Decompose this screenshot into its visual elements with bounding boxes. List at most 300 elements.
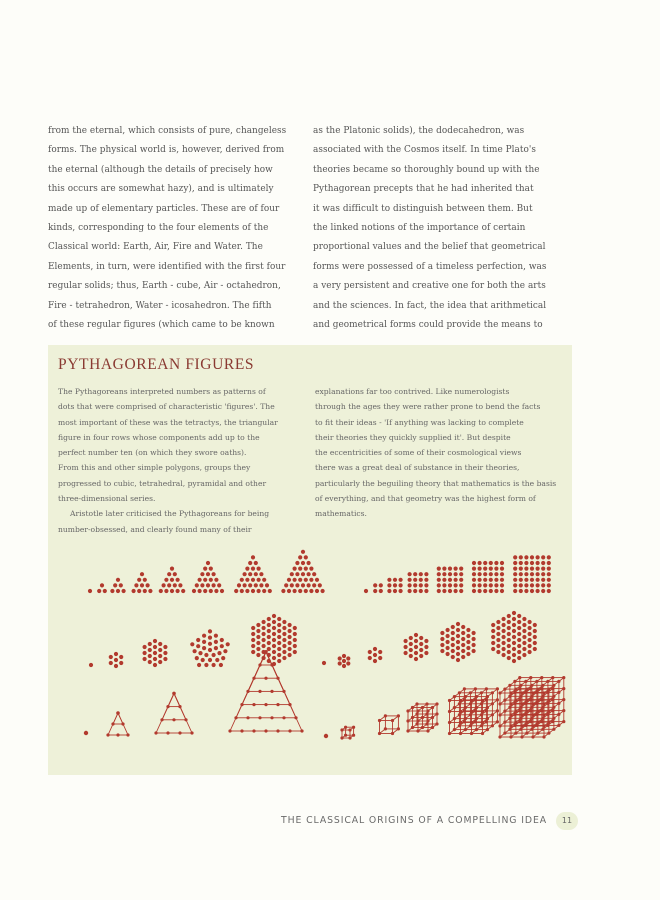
figure-dot xyxy=(424,645,428,649)
body-line: and geometrical forms could provide the means to xyxy=(313,320,543,331)
figure-dot xyxy=(530,561,534,565)
figure-dot xyxy=(562,720,565,723)
figure-dot xyxy=(469,691,472,694)
figure-dot xyxy=(456,658,460,662)
figure-dot xyxy=(237,583,241,587)
figure-dot xyxy=(431,706,434,709)
figure-dot xyxy=(437,572,441,576)
figure-dot xyxy=(159,589,163,593)
figure-dot xyxy=(196,638,200,642)
figure-dot xyxy=(170,567,174,571)
figure-dot xyxy=(483,578,487,582)
figure-dot xyxy=(503,710,506,713)
figure-dot xyxy=(153,663,157,667)
figure-dot xyxy=(119,583,123,587)
figure-dot xyxy=(536,561,540,565)
figure-dot xyxy=(461,631,465,635)
pythagorean-figures-panel xyxy=(48,345,572,775)
figure-dot xyxy=(158,648,162,652)
figure-dot xyxy=(424,572,428,576)
figure-dot xyxy=(195,656,199,660)
figure-dot xyxy=(435,712,438,715)
figure-dot xyxy=(202,646,206,650)
figure-dot xyxy=(309,578,313,582)
figure-dot xyxy=(384,727,387,730)
figure-dot xyxy=(524,567,528,571)
figure-dot xyxy=(485,698,488,701)
panel-line: explanations far too contrived. Like numerologists xyxy=(315,387,510,396)
figure-dot xyxy=(496,638,500,642)
figure-dot xyxy=(491,629,495,633)
figure-dot xyxy=(408,578,412,582)
figure-dot xyxy=(214,646,218,650)
figure-dot xyxy=(491,724,494,727)
figure-dot xyxy=(541,589,545,593)
figure-dot xyxy=(282,638,286,642)
figure-dot xyxy=(212,653,216,657)
figure-dot xyxy=(163,651,167,655)
figure-dot xyxy=(251,555,255,559)
figure-dot xyxy=(256,629,260,633)
figure-dot xyxy=(524,589,528,593)
figure-dot xyxy=(140,572,144,576)
figure-dot xyxy=(254,572,258,576)
figure-dot xyxy=(259,583,263,587)
figure-dot xyxy=(448,583,452,587)
figure-dot xyxy=(301,583,305,587)
figure-dot xyxy=(522,635,526,639)
figure-dot xyxy=(295,572,299,576)
figure-dot xyxy=(282,644,286,648)
figure-dot xyxy=(502,623,506,627)
figure-dot xyxy=(459,567,463,571)
figure-dot xyxy=(368,656,372,660)
figure-dot xyxy=(293,578,297,582)
figure-dot xyxy=(348,728,351,731)
figure-dot xyxy=(384,714,387,717)
figure-dot xyxy=(442,583,446,587)
figure-dot xyxy=(517,656,521,660)
figure-dot xyxy=(307,572,311,576)
figure-dot xyxy=(342,664,346,668)
figure-dot xyxy=(119,655,123,659)
figure-dot xyxy=(440,649,444,653)
figure-dot xyxy=(456,640,460,644)
figure-dot xyxy=(425,712,428,715)
figure-dot xyxy=(474,687,477,690)
figure-dot xyxy=(214,578,218,582)
figure-dot xyxy=(214,589,218,593)
figure-dot xyxy=(483,589,487,593)
figure-dot xyxy=(453,717,456,720)
figure-dot xyxy=(491,641,495,645)
figure-dot xyxy=(546,713,549,716)
figure-dot xyxy=(368,650,372,654)
figure-dot xyxy=(134,583,138,587)
figure-dot xyxy=(518,676,521,679)
figure-dot xyxy=(373,583,377,587)
figure-dot xyxy=(519,578,523,582)
figure-dot xyxy=(324,734,328,738)
figure-dot xyxy=(267,623,271,627)
figure-dot xyxy=(415,712,418,715)
figure-dot xyxy=(153,651,157,655)
figure-dot xyxy=(541,583,545,587)
body-line: kinds, corresponding to the four elements of the xyxy=(48,223,269,234)
figure-dot xyxy=(513,561,517,565)
figure-dot xyxy=(109,661,113,665)
figure-dot xyxy=(197,663,201,667)
figure-dot xyxy=(463,709,466,712)
figure-dot xyxy=(478,561,482,565)
figure-dot xyxy=(219,663,223,667)
figure-dot xyxy=(200,583,204,587)
figure-dot xyxy=(507,644,511,648)
figure-dot xyxy=(541,578,545,582)
figure-dot xyxy=(406,719,409,722)
figure-dot xyxy=(404,651,408,655)
figure-dot xyxy=(288,647,292,651)
figure-dot xyxy=(215,658,219,662)
figure-dot xyxy=(114,664,118,668)
figure-dot xyxy=(530,589,534,593)
figure-dot xyxy=(448,732,451,735)
figure-dot xyxy=(214,640,218,644)
figure-dot xyxy=(245,589,249,593)
figure-dot xyxy=(287,589,291,593)
figure-dot xyxy=(496,687,499,690)
figure-dot xyxy=(507,656,511,660)
figure-dot xyxy=(162,583,166,587)
figure-dot xyxy=(203,567,207,571)
figure-dot xyxy=(529,676,532,679)
figure-dot xyxy=(458,691,461,694)
figure-dot xyxy=(282,620,286,624)
figure-dot xyxy=(461,625,465,629)
figure-dot xyxy=(474,698,477,701)
body-line: made up of elementary particles. These are of four xyxy=(48,203,280,214)
figure-dot xyxy=(379,589,383,593)
figure-dot xyxy=(507,638,511,642)
body-line: Elements, in turn, were identified with the first four xyxy=(48,261,286,272)
figure-dot xyxy=(379,583,383,587)
figure-dot xyxy=(520,735,523,738)
figure-dot xyxy=(419,583,423,587)
figure-dot xyxy=(176,589,180,593)
figure-dot xyxy=(206,561,210,565)
figure-dot xyxy=(453,695,456,698)
figure-dot xyxy=(440,631,444,635)
figure-dot xyxy=(373,653,377,657)
figure-dot xyxy=(494,589,498,593)
figure-dot xyxy=(517,620,521,624)
figure-dot xyxy=(446,646,450,650)
figure-dot xyxy=(435,702,438,705)
figure-dot xyxy=(513,691,516,694)
figure-dot xyxy=(322,661,326,665)
figure-dot xyxy=(437,578,441,582)
running-title: THE CLASSICAL ORIGINS OF A COMPELLING IDEA xyxy=(281,815,547,826)
figure-dot xyxy=(212,663,216,667)
figure-dot xyxy=(503,688,506,691)
figure-dot xyxy=(277,623,281,627)
figure-dot xyxy=(277,659,281,663)
figure-dot xyxy=(451,637,455,641)
figure-dot xyxy=(469,724,472,727)
figure-dot xyxy=(483,561,487,565)
figure-dot xyxy=(481,732,484,735)
figure-dot xyxy=(288,641,292,645)
figure-dot xyxy=(226,642,230,646)
figure-dot xyxy=(530,578,534,582)
figure-dot xyxy=(307,583,311,587)
figure-dot xyxy=(251,650,255,654)
figure-dot xyxy=(472,631,476,635)
figure-dot xyxy=(540,676,543,679)
figure-dot xyxy=(304,578,308,582)
figure-dot xyxy=(524,724,527,727)
figure-dot xyxy=(267,617,271,621)
figure-dot xyxy=(512,653,516,657)
figure-dot xyxy=(463,720,466,723)
figure-dot xyxy=(530,583,534,587)
figure-dot xyxy=(454,572,458,576)
figure-dot xyxy=(119,661,123,665)
figure-dot xyxy=(453,728,456,731)
figure-dot xyxy=(267,647,271,651)
figure-dot xyxy=(463,698,466,701)
figure-dot xyxy=(419,589,423,593)
figure-dot xyxy=(84,731,88,735)
figure-dot xyxy=(524,680,527,683)
figure-dot xyxy=(491,647,495,651)
figure-dot xyxy=(522,647,526,651)
figure-dot xyxy=(243,572,247,576)
panel-line: three-dimensional series. xyxy=(58,494,156,504)
figure-dot xyxy=(298,567,302,571)
panel-line: dots that were comprised of characteristic 'figures'. The xyxy=(58,402,275,412)
figure-dot xyxy=(153,639,157,643)
figure-dot xyxy=(519,555,523,559)
figure-dot xyxy=(277,641,281,645)
figure-dot xyxy=(458,702,461,705)
figure-dot xyxy=(268,589,272,593)
figure-dot xyxy=(461,649,465,653)
figure-dot xyxy=(498,735,501,738)
figure-dot xyxy=(483,572,487,576)
figure-dot xyxy=(220,644,224,648)
figure-dot xyxy=(547,561,551,565)
figure-dot xyxy=(500,589,504,593)
figure-dot xyxy=(491,702,494,705)
figure-dot xyxy=(551,687,554,690)
figure-dot xyxy=(413,589,417,593)
figure-dot xyxy=(448,567,452,571)
figure-dot xyxy=(290,572,294,576)
figure-dot xyxy=(459,732,462,735)
figure-dot xyxy=(209,567,213,571)
panel-line: through the ages they were rather prone to bend the facts xyxy=(315,402,541,412)
figure-dot xyxy=(518,709,521,712)
figure-dot xyxy=(293,638,297,642)
figure-dot xyxy=(378,650,382,654)
figure-dot xyxy=(494,578,498,582)
figure-dot xyxy=(536,589,540,593)
figure-dot xyxy=(513,589,517,593)
figure-dot xyxy=(502,635,506,639)
figure-dot xyxy=(528,632,532,636)
figure-dot xyxy=(110,589,114,593)
figure-dot xyxy=(451,625,455,629)
figure-dot xyxy=(496,644,500,648)
figure-dot xyxy=(414,645,418,649)
figure-dot xyxy=(517,650,521,654)
figure-dot xyxy=(483,567,487,571)
figure-dot xyxy=(387,578,391,582)
figure-dot xyxy=(116,578,120,582)
figure-dot xyxy=(478,567,482,571)
figure-dot xyxy=(529,698,532,701)
figure-dot xyxy=(251,626,255,630)
figure-dot xyxy=(167,583,171,587)
figure-dot xyxy=(557,713,560,716)
figure-dot xyxy=(557,724,560,727)
figure-dot xyxy=(411,706,414,709)
figure-dot xyxy=(393,578,397,582)
figure-dot xyxy=(528,638,532,642)
triangular-numbers-row xyxy=(88,550,325,593)
figure-dot xyxy=(290,583,294,587)
figure-dot xyxy=(393,583,397,587)
figure-dot xyxy=(223,649,227,653)
figure-dot xyxy=(220,589,224,593)
panel-line: progressed to cubic, tetrahedral, pyramidal and other xyxy=(58,478,267,488)
figure-dot xyxy=(446,652,450,656)
figure-dot xyxy=(143,657,147,661)
square-numbers-row xyxy=(364,555,551,593)
figure-dot xyxy=(459,572,463,576)
figure-dot xyxy=(562,709,565,712)
figure-dot xyxy=(524,555,528,559)
figure-dot xyxy=(536,567,540,571)
figure-dot xyxy=(221,656,225,660)
figure-dot xyxy=(518,720,521,723)
figure-dot xyxy=(198,651,202,655)
figure-dot xyxy=(480,702,483,705)
figure-dot xyxy=(535,691,538,694)
figure-dot xyxy=(424,639,428,643)
figure-dot xyxy=(424,583,428,587)
figure-dot xyxy=(541,555,545,559)
figure-dot xyxy=(212,583,216,587)
figure-dot xyxy=(512,641,516,645)
figure-dot xyxy=(514,732,517,735)
figure-dot xyxy=(416,729,419,732)
figure-dot xyxy=(301,572,305,576)
figure-dot xyxy=(513,724,516,727)
figure-dot xyxy=(535,702,538,705)
figure-dot xyxy=(196,644,200,648)
figure-dot xyxy=(451,631,455,635)
figure-dot xyxy=(421,716,424,719)
figure-dot xyxy=(466,646,470,650)
figure-dot xyxy=(454,583,458,587)
figure-dot xyxy=(272,650,276,654)
figure-dot xyxy=(153,657,157,661)
body-line: from the eternal, which consists of pure, changeless xyxy=(48,126,287,136)
figure-dot xyxy=(478,578,482,582)
figure-dot xyxy=(262,620,266,624)
figure-dot xyxy=(448,699,451,702)
figure-dot xyxy=(415,702,418,705)
figure-dot xyxy=(500,572,504,576)
figure-dot xyxy=(421,706,424,709)
figure-dot xyxy=(531,735,534,738)
figure-dot xyxy=(519,567,523,571)
panel-line: The Pythagoreans interpreted numbers as patterns of xyxy=(58,387,266,396)
page-footer xyxy=(0,812,660,832)
figure-dot xyxy=(557,680,560,683)
figure-dot xyxy=(513,583,517,587)
figure-dot xyxy=(153,645,157,649)
figure-dot xyxy=(414,633,418,637)
panel-line: of everything, and that geometry was the highest form of xyxy=(315,494,536,504)
figure-dot xyxy=(472,578,476,582)
body-line: it was difficult to distinguish between them. But xyxy=(313,203,533,214)
figure-dot xyxy=(498,713,501,716)
figure-dot xyxy=(158,660,162,664)
figure-dot xyxy=(437,567,441,571)
figure-dot xyxy=(352,726,355,729)
figure-dot xyxy=(414,651,418,655)
figure-dot xyxy=(284,583,288,587)
figure-dot xyxy=(512,635,516,639)
figure-dot xyxy=(551,676,554,679)
figure-dot xyxy=(342,659,346,663)
figure-dot xyxy=(113,583,117,587)
figure-dot xyxy=(295,561,299,565)
figurate-numbers-illustration xyxy=(48,345,572,775)
figure-dot xyxy=(474,709,477,712)
figure-dot xyxy=(397,727,400,730)
figure-dot xyxy=(251,589,255,593)
figure-dot xyxy=(267,635,271,639)
body-line: the linked notions of the importance of certain xyxy=(313,223,526,234)
figure-dot xyxy=(282,632,286,636)
figure-dot xyxy=(529,720,532,723)
figure-dot xyxy=(513,713,516,716)
figure-dot xyxy=(456,628,460,632)
figure-dot xyxy=(251,644,255,648)
figure-dot xyxy=(524,691,527,694)
figure-dot xyxy=(528,626,532,630)
figure-dot xyxy=(496,650,500,654)
figure-dot xyxy=(167,572,171,576)
body-line: Fire - tetrahedron, Water - icosahedron. The fifth xyxy=(48,300,272,311)
figure-dot xyxy=(413,583,417,587)
figure-dot xyxy=(547,555,551,559)
figure-dot xyxy=(472,567,476,571)
figure-dot xyxy=(540,709,543,712)
figure-dot xyxy=(340,728,343,731)
figure-dot xyxy=(208,648,212,652)
panel-line: mathematics. xyxy=(315,509,367,519)
figure-dot xyxy=(170,589,174,593)
figure-dot xyxy=(203,578,207,582)
figure-dot xyxy=(421,726,424,729)
figure-dot xyxy=(140,583,144,587)
figure-dot xyxy=(472,561,476,565)
